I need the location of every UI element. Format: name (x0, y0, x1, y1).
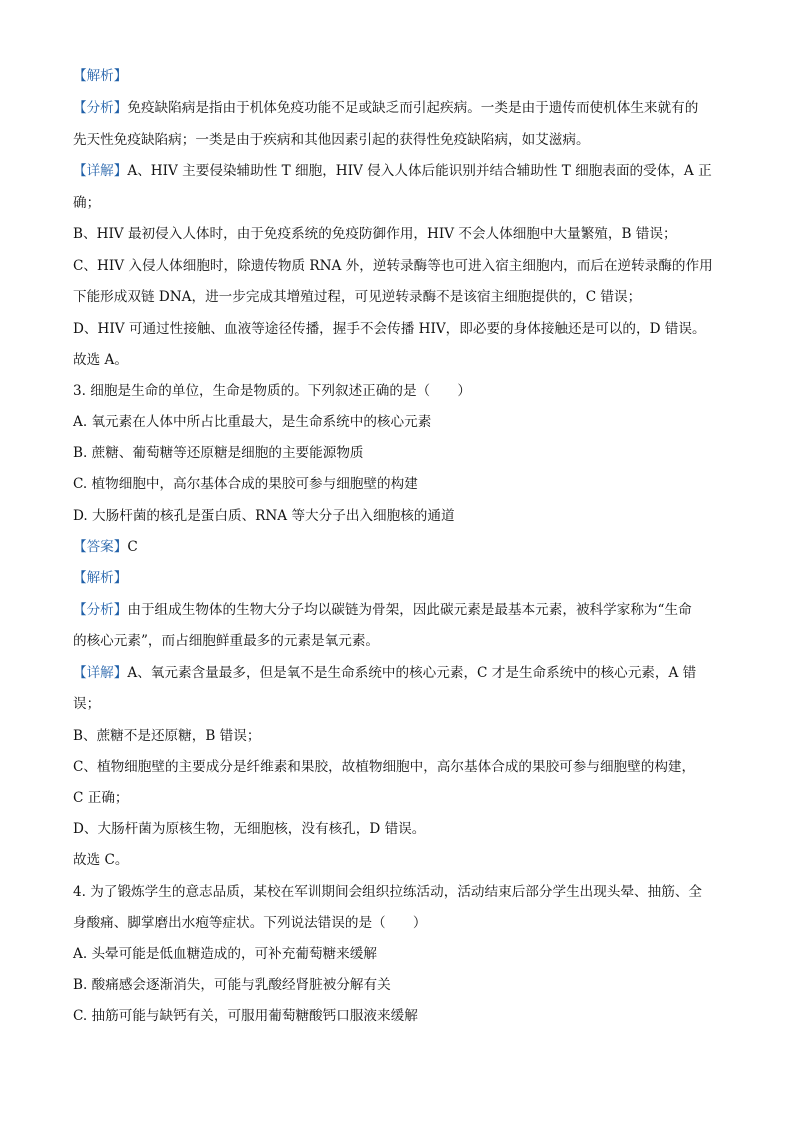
question-3-option-b: B. 蔗糖、葡萄糖等还原糖是细胞的主要能源物质 (73, 445, 364, 461)
explanation-paragraph-line (73, 161, 712, 181)
question-3-analysis-continued: 的核心元素”，而占细胞鲜重最多的元素是氧元素。 (73, 633, 380, 649)
question-3-answer (73, 537, 138, 557)
question-4-option-b: B. 酸痛感会逐渐消失，可能与乳酸经肾脏被分解有关 (73, 977, 391, 993)
question-3-stem: 3. 细胞是生命的单位，生命是物质的。下列叙述正确的是（ ） (73, 383, 471, 399)
question-4-stem-continued: 身酸痛、脚掌磨出水疱等症状。下列说法错误的是（ ） (73, 915, 427, 931)
question-3-option-d: D. 大肠杆菌的核孔是蛋白质、RNA 等大分子出入细胞核的通道 (73, 508, 455, 524)
explanation-text: A、HIV 主要侵染辅助性 T 细胞，HIV 侵入人体后能识别并结合辅助性 T 细胞表面的受体，A 正 (127, 163, 712, 179)
analysis-heading: 【解析】 (73, 68, 128, 84)
analysis-text-continued: 先天性免疫缺陷病；一类是由于疾病和其他因素引起的获得性免疫缺陷病，如艾滋病。 (73, 132, 590, 148)
question-4-stem: 4. 为了锻炼学生的意志品质，某校在军训期间会组织拉练活动，活动结束后部分学生出现头晕、抽筋、全 (73, 884, 703, 900)
question-4-option-a: A. 头晕可能是低血糖造成的，可补充葡萄糖来缓解 (73, 946, 377, 962)
question-3-explanation-continued: 误； (73, 696, 101, 712)
explanation-text-continued: 确； (73, 195, 101, 211)
explanation-d: D、HIV 可通过性接触、血液等途径传播，握手不会传播 HIV，即必要的身体接触还是可以的，D 错误。 (73, 321, 706, 337)
explanation-b: B、HIV 最初侵入人体时，由于免疫系统的免疫防御作用，HIV 不会人体细胞中大量繁殖，B 错误； (73, 226, 677, 242)
final-choice: 故选 A。 (73, 352, 128, 368)
explanation-c-continued: 下能形成双链 DNA，进一步完成其增殖过程，可见逆转录酶不是该宿主细胞提供的，C 错误； (73, 289, 642, 305)
analysis-text: 由于组成生物体的生物大分子均以碳链为骨架，因此碳元素是最基本元素，被科学家称为“生命 (127, 602, 692, 618)
analysis-tag: 【分析】 (73, 100, 128, 116)
explanation-c: C、HIV 入侵人体细胞时，除遗传物质 RNA 外，逆转录酶等也可进入宿主细胞内，而后在逆转录酶的作用 (73, 258, 713, 274)
answer-value: C (127, 539, 138, 555)
question-3-explanation-b: B、蔗糖不是还原糖，B 错误； (73, 728, 261, 744)
question-3-analysis-line (73, 600, 692, 620)
question-3-explanation-c: C、植物细胞壁的主要成分是纤维素和果胶，故植物细胞中，高尔基体合成的果胶可参与细胞壁的构建， (73, 759, 696, 775)
explanation-tag: 【详解】 (73, 665, 128, 681)
analysis-paragraph-line (73, 98, 698, 118)
question-3-option-a: A. 氧元素在人体中所占比重最大，是生命系统中的核心元素 (73, 414, 432, 430)
question-3-final-choice: 故选 C。 (73, 852, 129, 868)
question-3-option-c: C. 植物细胞中，高尔基体合成的果胶可参与细胞壁的构建 (73, 476, 418, 492)
explanation-tag: 【详解】 (73, 163, 128, 179)
explanation-text: A、氧元素含量最多，但是氧不是生命系统中的核心元素，C 才是生命系统中的核心元素，A 错 (127, 665, 697, 681)
question-3-explanation-c-continued: C 正确； (73, 790, 129, 806)
question-3-explanation-line (73, 663, 696, 683)
analysis-text: 免疫缺陷病是指由于机体免疫功能不足或缺乏而引起疾病。一类是由于遗传而使机体生来就有的 (127, 100, 699, 116)
question-3-explanation-d: D、大肠杆菌为原核生物，无细胞核，没有核孔，D 错误。 (73, 821, 426, 837)
analysis-tag: 【分析】 (73, 602, 128, 618)
question-3-analysis-heading: 【解析】 (73, 570, 128, 586)
answer-tag: 【答案】 (73, 539, 128, 555)
question-4-option-c: C. 抽筋可能与缺钙有关，可服用葡萄糖酸钙口服液来缓解 (73, 1008, 418, 1024)
